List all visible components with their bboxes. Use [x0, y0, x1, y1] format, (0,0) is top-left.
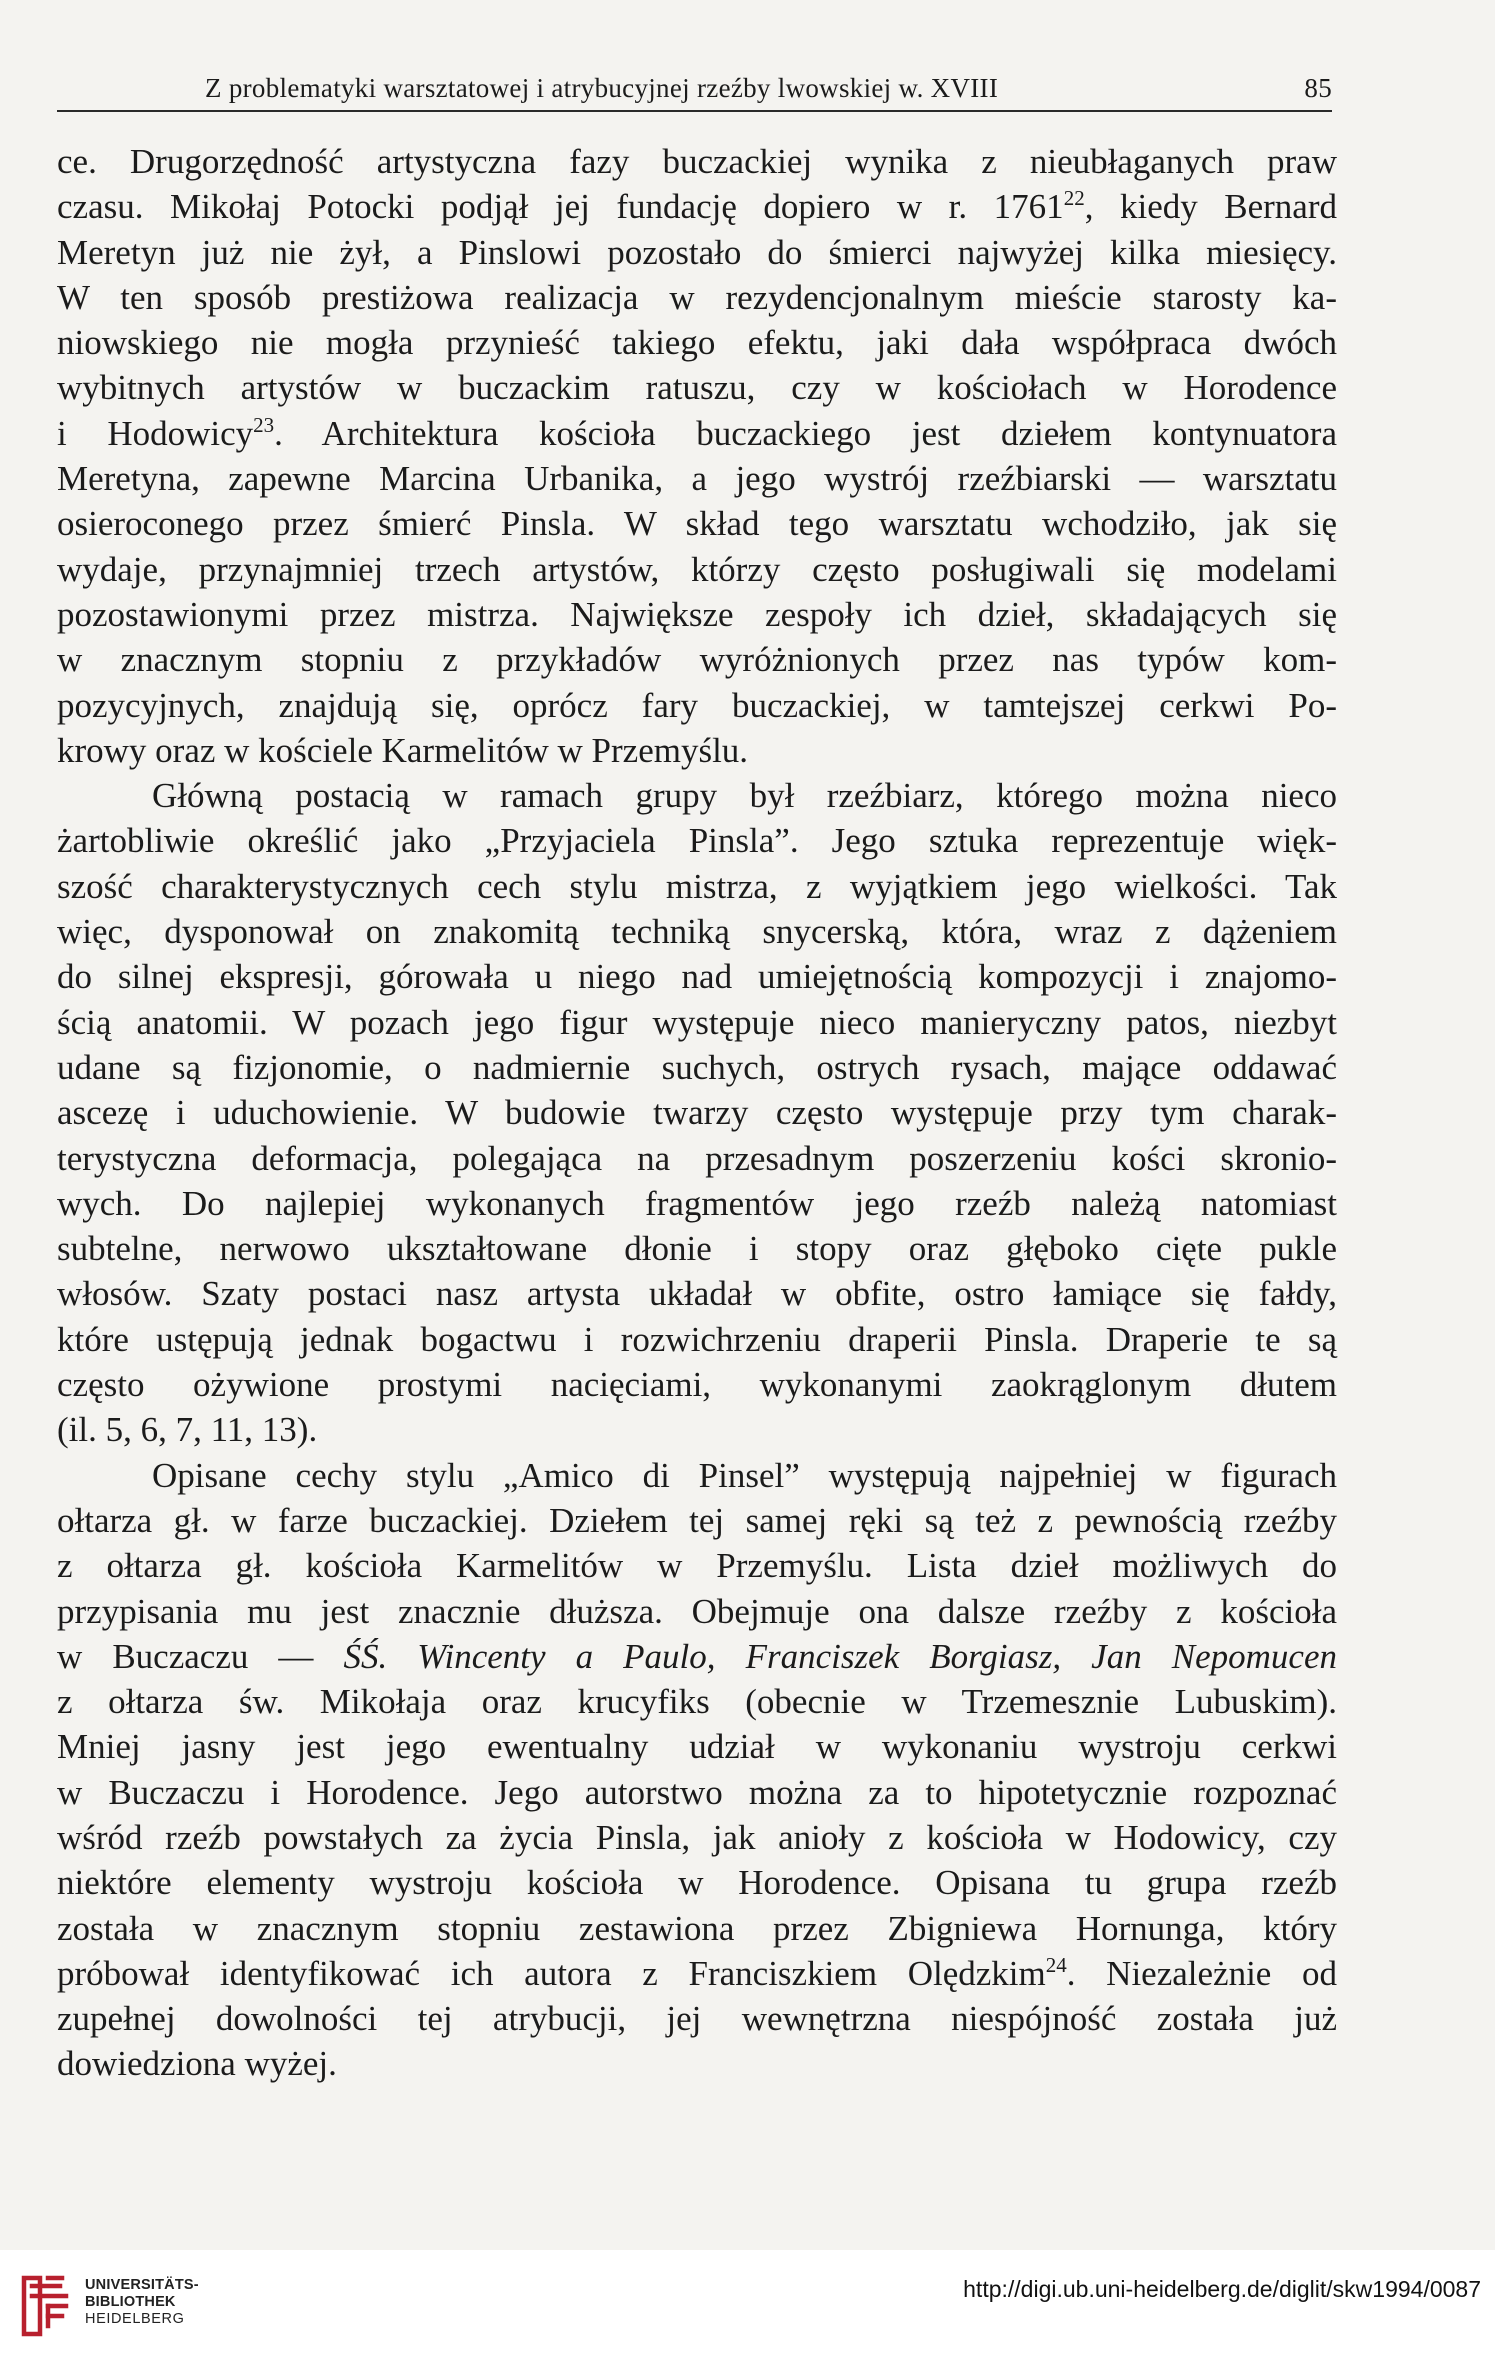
line-text-continued: . Architektura kościoła buczackiego jest dziełem kontynuatora [274, 413, 1337, 453]
text-line [57, 1589, 1337, 1634]
text-line [57, 1951, 1337, 1996]
line-text: w Buczaczu i Horodence. Jego autorstwo można za to hipotetycznie rozpoznać [57, 1772, 1337, 1812]
footnote-ref: 24 [1045, 1952, 1067, 1977]
line-text: i Hodowicy [57, 413, 254, 453]
text-line [57, 954, 1337, 999]
line-text: ołtarza gł. w farze buczackiej. Dziełem tej samej ręki są też z pewnością rzeźby [57, 1500, 1337, 1540]
line-text: została w znacznym stopniu zestawiona przez Zbigniewa Hornunga, który [57, 1908, 1337, 1948]
text-line [57, 1770, 1337, 1815]
line-text: wydaje, przynajmniej trzech artystów, którzy często posługiwali się modelami [57, 549, 1337, 589]
line-text-continued: . Niezależnie od [1066, 1953, 1337, 1993]
text-line [57, 728, 1337, 773]
text-line [57, 1543, 1337, 1588]
line-text: dowiedziona wyżej. [57, 2044, 337, 2084]
text-line [57, 1317, 1337, 1362]
text-line [57, 1679, 1337, 1724]
line-text: Meretyna, zapewne Marcina Urbanika, a jego wystrój rzeźbiarski — warsztatu [57, 459, 1337, 499]
line-text: wśród rzeźb powstałych za życia Pinsla, jak anioły z kościoła w Hodowicy, czy [57, 1817, 1337, 1857]
text-line [57, 547, 1337, 592]
text-line [57, 1271, 1337, 1316]
line-text: ascezę i uduchowienie. W budowie twarzy często występuje przy tym charak- [57, 1093, 1337, 1133]
text-line [57, 501, 1337, 546]
text-line [57, 1136, 1337, 1181]
text-line [57, 1906, 1337, 1951]
text-line [57, 1000, 1337, 1045]
ub-heidelberg-logo-icon[interactable] [10, 2270, 76, 2342]
line-text: udane są fizjonomie, o nadmiernie suchych, ostrych rysach, mające oddawać [57, 1047, 1337, 1087]
text-line [57, 773, 1337, 818]
line-text: żartobliwie określić jako „Przyjaciela Pinsla”. Jego sztuka reprezentuje więk- [57, 821, 1337, 861]
footnote-ref: 22 [1063, 186, 1085, 211]
running-head [57, 66, 1332, 112]
text-line [57, 2041, 1337, 2086]
text-line [57, 1815, 1337, 1860]
line-text: Opisane cechy stylu „Amico di Pinsel” występują najpełniej w figurach [152, 1455, 1337, 1495]
text-line [57, 320, 1337, 365]
text-line [57, 1724, 1337, 1769]
line-text: W ten sposób prestiżowa realizacja w rezydencjonalnym mieście starosty ka- [57, 277, 1337, 317]
footnote-ref: 23 [253, 412, 275, 437]
text-line [57, 1498, 1337, 1543]
library-name-line3: HEIDELBERG [85, 2311, 185, 2327]
text-line [57, 1860, 1337, 1905]
text-line [57, 1090, 1337, 1135]
line-text: Główną postacią w ramach grupy był rzeźbiarz, którego można nieco [152, 776, 1337, 816]
line-text: ścią anatomii. W pozach jego figur występuje nieco manieryczny patos, niezbyt [57, 1002, 1337, 1042]
line-text: Mniej jasny jest jego ewentualny udział w wykonaniu wystroju cerkwi [57, 1727, 1337, 1767]
line-text: z ołtarza św. Mikołaja oraz krucyfiks (obecnie w Trzemesznie Lubuskim). [57, 1682, 1337, 1722]
line-text: przypisania mu jest znacznie dłuższa. Obejmuje ona dalsze rzeźby z kościoła [57, 1591, 1337, 1631]
text-line [57, 456, 1337, 501]
line-text: szość charakterystycznych cech stylu mistrza, z wyjątkiem jego wielkości. Tak [57, 866, 1337, 906]
text-line [57, 1226, 1337, 1271]
text-line [57, 1634, 1337, 1679]
line-text: z ołtarza gł. kościoła Karmelitów w Przemyślu. Lista dzieł możliwych do [57, 1546, 1337, 1586]
text-line [57, 1362, 1337, 1407]
text-line [57, 818, 1337, 863]
text-line [57, 1045, 1337, 1090]
line-text: w Buczaczu — [57, 1636, 344, 1676]
library-name [85, 2277, 199, 2328]
text-line [57, 1453, 1337, 1498]
line-text: które ustępują jednak bogactwu i rozwichrzeniu draperii Pinsla. Draperie te są [57, 1319, 1337, 1359]
line-text: zupełnej dowolności tej atrybucji, jej wewnętrzna niespójność została już [57, 1999, 1337, 2039]
text-line [57, 411, 1337, 456]
text-line [57, 637, 1337, 682]
line-text: pozycyjnych, znajdują się, oprócz fary buczackiej, w tamtejszej cerkwi Po- [57, 685, 1337, 725]
text-line [57, 1181, 1337, 1226]
line-text: (il. 5, 6, 7, 11, 13). [57, 1410, 318, 1450]
line-text: niowskiego nie mogła przynieść takiego efektu, jaki dała współpraca dwóch [57, 323, 1337, 363]
line-text: wybitnych artystów w buczackim ratuszu, czy w kościołach w Horodence [57, 368, 1337, 408]
line-text: często ożywione prostymi nacięciami, wykonanymi zaokrąglonym dłutem [57, 1365, 1337, 1405]
line-text: wych. Do najlepiej wykonanych fragmentów jego rzeźb należą natomiast [57, 1183, 1337, 1223]
line-text: do silnej ekspresji, górowała u niego nad umiejętnością kompozycji i znajomo- [57, 957, 1337, 997]
text-line [57, 139, 1337, 184]
source-url-link[interactable]: http://digi.ub.uni-heidelberg.de/diglit/skw1994/0087 [963, 2276, 1481, 2302]
line-text-continued: , kiedy Bernard [1084, 187, 1337, 227]
text-line [57, 184, 1337, 229]
running-head-title: Z problematyki warsztatowej i atrybucyjnej rzeźby lwowskiej w. XVIII [205, 73, 999, 103]
line-text: terystyczna deformacja, polegająca na przesadnym poszerzeniu kości skronio- [57, 1138, 1337, 1178]
italic-text: ŚŚ. Wincenty a Paulo, Franciszek Borgiasz, Jan Nepomucen [343, 1636, 1337, 1676]
line-text: subtelne, nerwowo ukształtowane dłonie i stopy oraz głęboko cięte pukle [57, 1229, 1337, 1269]
footer-bar [0, 2250, 1495, 2358]
text-line [57, 683, 1337, 728]
text-line [57, 592, 1337, 637]
text-line [57, 1407, 1337, 1452]
line-text: krowy oraz w kościele Karmelitów w Przemyślu. [57, 730, 749, 770]
body-text [57, 139, 1337, 2087]
line-text: więc, dysponował on znakomitą techniką snycerską, która, wraz z dążeniem [57, 912, 1337, 952]
text-line [57, 909, 1337, 954]
library-name-line1: UNIVERSITÄTS- [85, 2277, 199, 2293]
page-number: 85 [1304, 73, 1332, 103]
line-text: włosów. Szaty postaci nasz artysta układał w obfite, ostro łamiące się fałdy, [57, 1274, 1337, 1314]
library-name-line2: BIBLIOTHEK [85, 2294, 176, 2310]
line-text: pozostawionymi przez mistrza. Największe zespoły ich dzieł, składających się [57, 594, 1337, 634]
line-text: Meretyn już nie żył, a Pinslowi pozostało do śmierci najwyżej kilka miesięcy. [57, 232, 1337, 272]
line-text: próbował identyfikować ich autora z Franciszkiem Olędzkim [57, 1953, 1046, 1993]
text-line [57, 1996, 1337, 2041]
line-text: w znacznym stopniu z przykładów wyróżnionych przez nas typów kom- [57, 640, 1337, 680]
line-text: czasu. Mikołaj Potocki podjął jej fundację dopiero w r. 1761 [57, 187, 1064, 227]
text-line [57, 230, 1337, 275]
text-line [57, 365, 1337, 410]
text-line [57, 275, 1337, 320]
text-line [57, 864, 1337, 909]
line-text: ce. Drugorzędność artystyczna fazy buczackiej wynika z nieubłaganych praw [57, 142, 1337, 181]
line-text: osieroconego przez śmierć Pinsla. W skład tego warsztatu wchodziło, jak się [57, 504, 1337, 544]
line-text: niektóre elementy wystroju kościoła w Horodence. Opisana tu grupa rzeźb [57, 1863, 1337, 1903]
